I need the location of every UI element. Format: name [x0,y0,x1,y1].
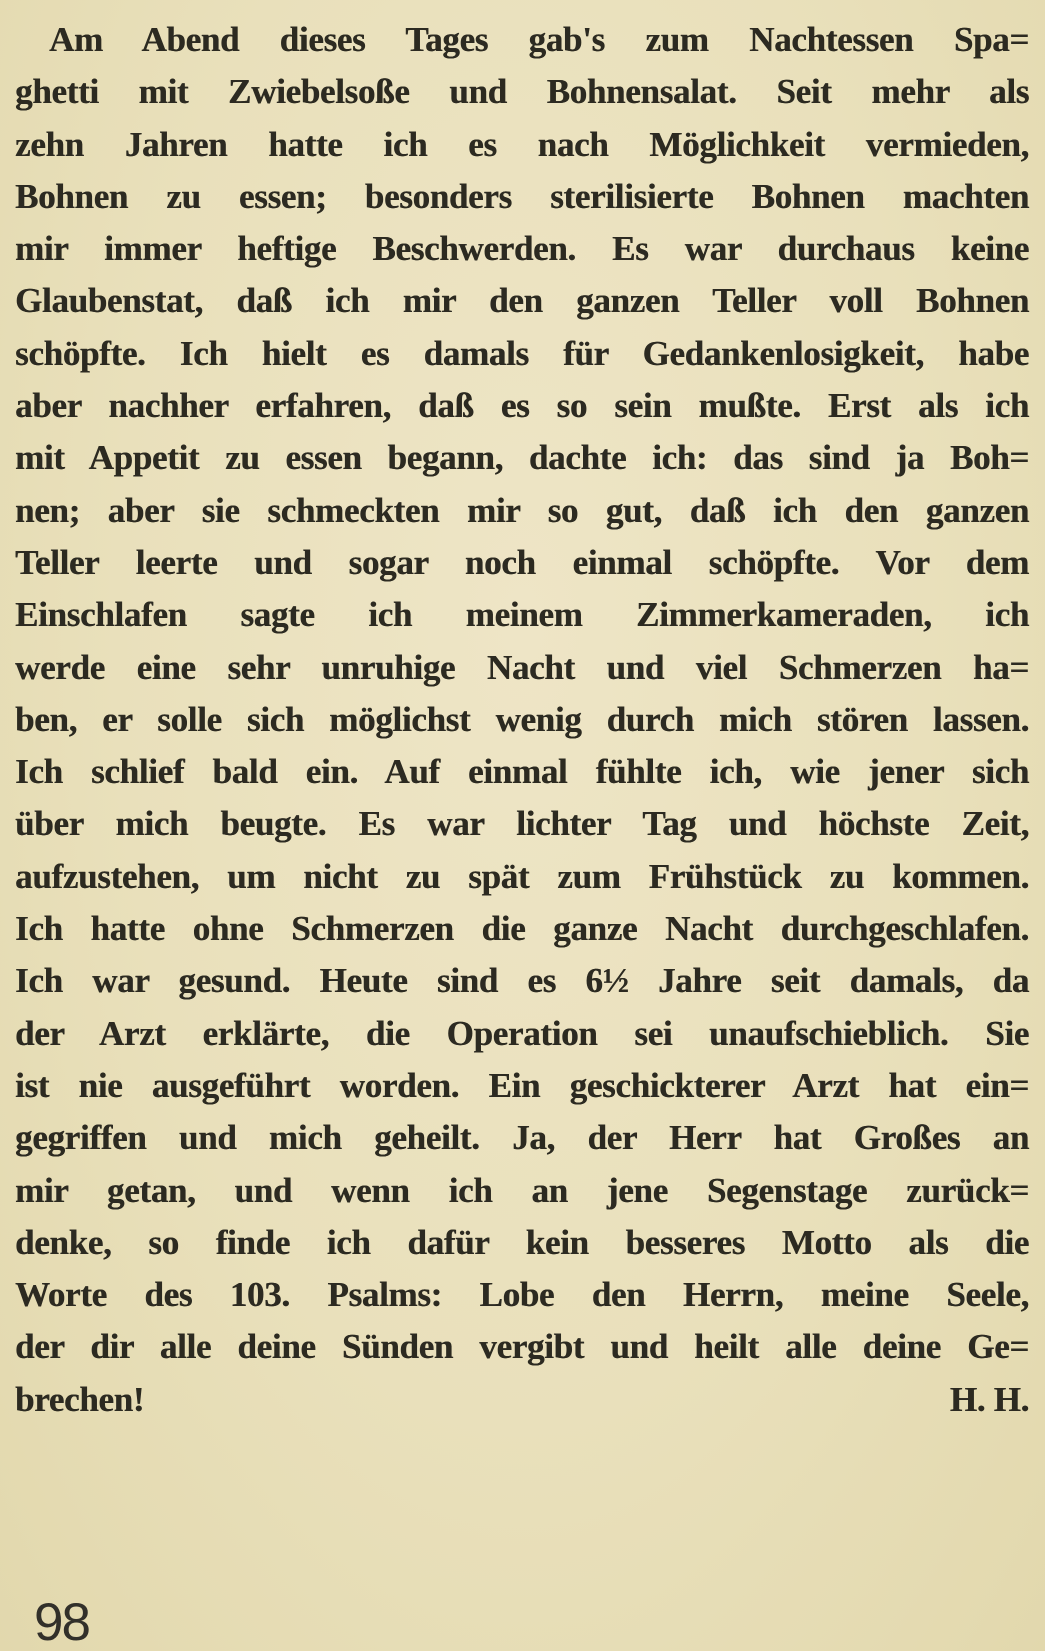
text-line: Teller leerte und sogar noch einmal schöpfte. Vor dem [15,542,1029,582]
text-line: Bohnen zu essen; besonders sterilisierte Bohnen machten [15,176,1029,216]
text-line: werde eine sehr unruhige Nacht und viel Schmerzen ha= [15,647,1029,687]
text-line: Worte des 103. Psalms: Lobe den Herrn, meine Seele, [15,1275,1029,1315]
text-line: aufzustehen, um nicht zu spät zum Frühstück zu kommen. [15,856,1029,896]
text-line: mit Appetit zu essen begann, dachte ich: das sind ja Boh= [15,438,1029,478]
text-line: ben, er solle sich möglichst wenig durch mich stören lassen. [15,699,1029,739]
text-line: nen; aber sie schmeckten mir so gut, daß ich den ganzen [15,490,1029,530]
text-line: zehn Jahren hatte ich es nach Möglichkeit vermieden, [15,124,1029,164]
author-initials: H. H. [949,1379,1029,1419]
paragraph [15,14,1029,1426]
text-line: mir getan, und wenn ich an jene Segenstage zurück= [15,1170,1029,1210]
text-line: Ich hatte ohne Schmerzen die ganze Nacht durchgeschlafen. [15,909,1029,949]
page-number: 98 [34,1593,89,1651]
text-line: mir immer heftige Beschwerden. Es war durchaus keine [15,229,1029,269]
text-line: über mich beugte. Es war lichter Tag und höchste Zeit, [15,804,1029,844]
text-line: gegriffen und mich geheilt. Ja, der Herr hat Großes an [15,1118,1029,1158]
text-line: Ich war gesund. Heute sind es 6½ Jahre seit damals, da [15,961,1029,1001]
text-line: Einschlafen sagte ich meinem Zimmerkameraden, ich [15,595,1029,635]
text-line: Ich schlief bald ein. Auf einmal fühlte ich, wie jener sich [15,752,1029,792]
text-line: schöpfte. Ich hielt es damals für Gedankenlosigkeit, habe [15,333,1029,373]
text-line: denke, so finde ich dafür kein besseres Motto als die [15,1222,1029,1262]
text-line: Glaubenstat, daß ich mir den ganzen Teller voll Bohnen [15,281,1029,321]
text-line: aber nachher erfahren, daß es so sein mußte. Erst als ich [15,386,1029,426]
text-line: ist nie ausgeführt worden. Ein geschickterer Arzt hat ein= [15,1065,1029,1105]
text-line: der dir alle deine Sünden vergibt und heilt alle deine Ge= [15,1327,1029,1367]
paragraph-last-line [15,1374,1029,1426]
last-line-text: brechen! [15,1379,145,1419]
text-line: der Arzt erklärte, die Operation sei unaufschieblich. Sie [15,1013,1029,1053]
text-line: ghetti mit Zwiebelsoße und Bohnensalat. Seit mehr als [15,72,1029,112]
text-line: Am Abend dieses Tages gab's zum Nachtessen Spa= [49,20,1029,59]
